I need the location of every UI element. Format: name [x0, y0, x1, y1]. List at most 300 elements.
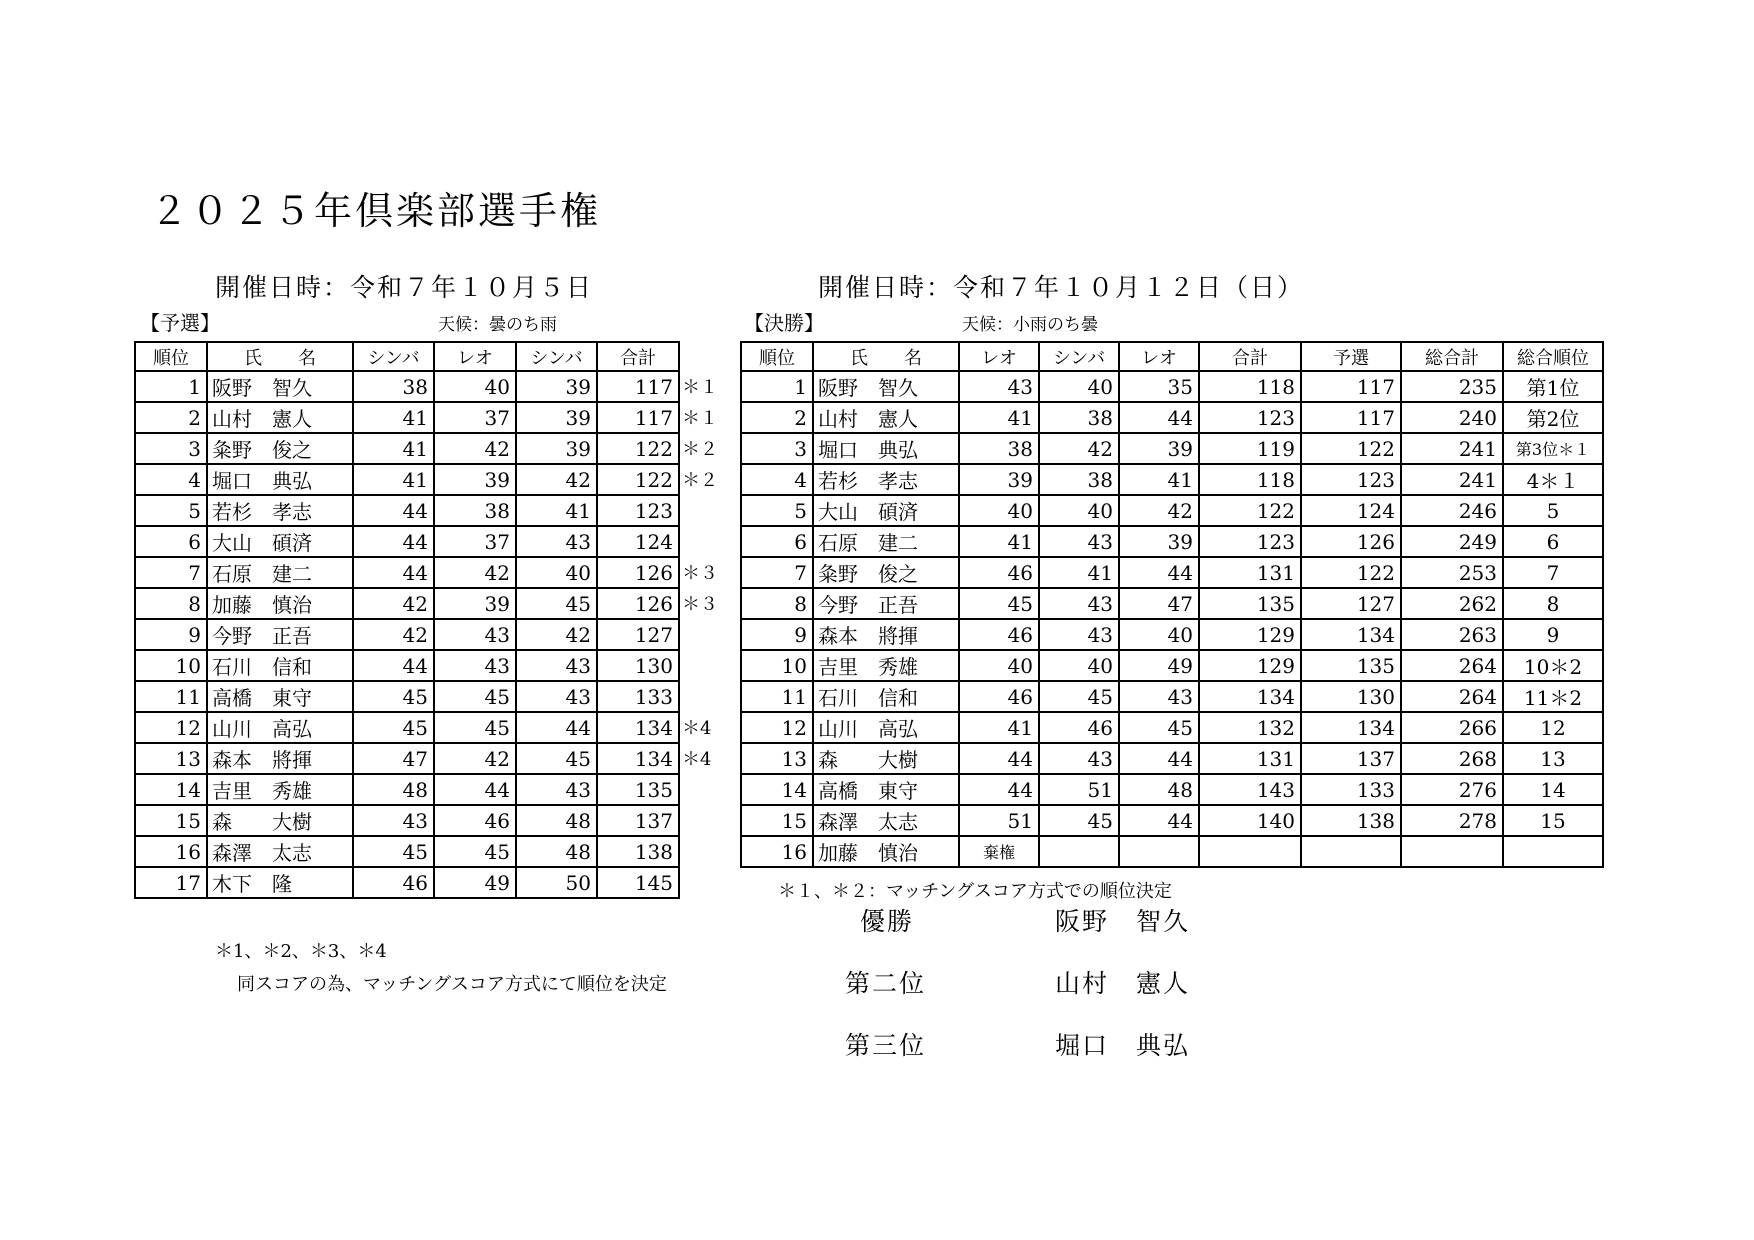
score-cell: 124 [597, 526, 679, 557]
table-row [741, 464, 1603, 495]
tie-mark: ＊１ [682, 377, 718, 398]
score-cell: 46 [353, 867, 434, 898]
score-cell: 7 [741, 557, 813, 588]
score-cell: 39 [959, 464, 1039, 495]
player-name: 粂野 俊之 [813, 557, 959, 588]
abstain-row [741, 836, 1603, 867]
table-row [135, 867, 679, 898]
header-cell: レオ [434, 342, 516, 371]
table-row [741, 526, 1603, 557]
score-cell: 38 [1039, 402, 1119, 433]
score-cell: 278 [1401, 805, 1503, 836]
player-name: 森 大樹 [207, 805, 353, 836]
score-cell: 40 [434, 371, 516, 402]
score-cell: 47 [1119, 588, 1199, 619]
player-name: 阪野 智久 [207, 371, 353, 402]
score-cell: 45 [434, 836, 516, 867]
score-cell: 39 [434, 588, 516, 619]
score-cell: 13 [135, 743, 207, 774]
score-cell: 41 [959, 526, 1039, 557]
score-cell: 249 [1401, 526, 1503, 557]
page-title: ２０２５年倶楽部選手権 [150, 189, 602, 233]
score-cell: 41 [959, 402, 1039, 433]
score-cell: 3 [741, 433, 813, 464]
score-cell: 122 [1301, 557, 1401, 588]
score-cell: 14 [741, 774, 813, 805]
score-cell: 44 [959, 774, 1039, 805]
overall-rank: 15 [1503, 805, 1603, 836]
score-cell: 3 [135, 433, 207, 464]
header-cell: 氏 名 [813, 342, 959, 371]
score-cell: 1 [135, 371, 207, 402]
score-cell: 38 [959, 433, 1039, 464]
table-row [741, 433, 1603, 464]
score-cell: 241 [1401, 433, 1503, 464]
score-cell: 11 [135, 681, 207, 712]
score-cell: 44 [353, 557, 434, 588]
score-cell: 41 [353, 402, 434, 433]
player-name: 石川 信和 [207, 650, 353, 681]
award-winner: 阪野 智久 [1055, 907, 1191, 936]
final-label: 【決勝】 [744, 311, 824, 335]
player-name: 石川 信和 [813, 681, 959, 712]
table-row [135, 557, 679, 588]
score-cell: 122 [597, 464, 679, 495]
score-cell: 118 [1199, 371, 1301, 402]
score-cell: 47 [353, 743, 434, 774]
player-name: 大山 碩済 [813, 495, 959, 526]
score-cell: 6 [135, 526, 207, 557]
score-cell: 48 [353, 774, 434, 805]
score-cell: 130 [597, 650, 679, 681]
table-row [741, 650, 1603, 681]
score-cell: 51 [1039, 774, 1119, 805]
score-cell: 35 [1119, 371, 1199, 402]
score-cell: 235 [1401, 371, 1503, 402]
score-cell: 49 [434, 867, 516, 898]
score-cell: 50 [516, 867, 597, 898]
table-row [135, 805, 679, 836]
header-cell: シンバ [1039, 342, 1119, 371]
score-cell: 40 [959, 495, 1039, 526]
score-cell: 43 [434, 650, 516, 681]
score-cell: 38 [353, 371, 434, 402]
score-cell: 42 [1039, 433, 1119, 464]
prelim-table [134, 341, 680, 899]
score-cell: 129 [1199, 650, 1301, 681]
score-cell: 134 [597, 743, 679, 774]
score-cell: 45 [516, 743, 597, 774]
score-cell: 39 [434, 464, 516, 495]
header-cell: 順位 [135, 342, 207, 371]
score-cell: 43 [1039, 588, 1119, 619]
award-place: 第三位 [845, 1031, 927, 1060]
score-cell: 46 [959, 681, 1039, 712]
header-cell: 合計 [597, 342, 679, 371]
player-name: 大山 碩済 [207, 526, 353, 557]
prelim-weather: 天候：曇のち雨 [438, 315, 557, 335]
score-cell: 44 [1119, 743, 1199, 774]
player-name: 高橋 東守 [207, 681, 353, 712]
player-name: 森本 將揮 [207, 743, 353, 774]
player-name: 森澤 太志 [207, 836, 353, 867]
table-row [135, 464, 679, 495]
score-cell: 46 [1039, 712, 1119, 743]
table-row [135, 681, 679, 712]
empty-cell [1503, 836, 1603, 867]
score-cell: 39 [516, 433, 597, 464]
player-name: 堀口 典弘 [813, 433, 959, 464]
score-cell: 42 [434, 433, 516, 464]
score-cell: 15 [741, 805, 813, 836]
player-name: 若杉 孝志 [207, 495, 353, 526]
score-cell: 6 [741, 526, 813, 557]
score-cell: 13 [741, 743, 813, 774]
score-cell: 44 [1119, 402, 1199, 433]
score-cell: 42 [1119, 495, 1199, 526]
score-cell: 16 [135, 836, 207, 867]
score-cell: 241 [1401, 464, 1503, 495]
score-cell: 45 [353, 836, 434, 867]
score-cell: 5 [741, 495, 813, 526]
score-cell: 51 [959, 805, 1039, 836]
tie-mark: ＊4 [682, 749, 712, 770]
score-cell: 43 [1039, 743, 1119, 774]
tie-note-marks: ＊1、＊2、＊3、＊4 [215, 941, 387, 962]
table-row [135, 712, 679, 743]
header-cell: シンバ [516, 342, 597, 371]
score-cell: 123 [1301, 464, 1401, 495]
score-cell: 38 [434, 495, 516, 526]
table-row [135, 526, 679, 557]
score-cell: 4 [135, 464, 207, 495]
header-cell: 合計 [1199, 342, 1301, 371]
score-cell: 262 [1401, 588, 1503, 619]
score-cell: 143 [1199, 774, 1301, 805]
score-cell: 140 [1199, 805, 1301, 836]
score-cell: 43 [959, 371, 1039, 402]
tie-mark [682, 620, 718, 651]
score-cell: 43 [516, 774, 597, 805]
tie-mark: ＊３ [682, 563, 718, 584]
score-cell: 45 [353, 681, 434, 712]
score-cell: 45 [1119, 712, 1199, 743]
score-cell: 44 [1119, 805, 1199, 836]
table-row [741, 402, 1603, 433]
score-cell: 41 [1119, 464, 1199, 495]
table-row [135, 371, 679, 402]
tie-mark: ＊１ [682, 408, 718, 429]
score-cell: 17 [135, 867, 207, 898]
score-cell: 42 [434, 743, 516, 774]
score-cell: 42 [434, 557, 516, 588]
score-cell: 122 [1301, 433, 1401, 464]
overall-rank: 6 [1503, 526, 1603, 557]
prelim-header-row [135, 342, 679, 371]
score-cell: 246 [1401, 495, 1503, 526]
score-cell: 129 [1199, 619, 1301, 650]
overall-rank: 12 [1503, 712, 1603, 743]
score-cell: 42 [353, 588, 434, 619]
overall-rank: 14 [1503, 774, 1603, 805]
tie-note-text: 同スコアの為、マッチングスコア方式にて順位を決定 [237, 974, 667, 995]
score-cell: 41 [353, 433, 434, 464]
score-cell: 2 [135, 402, 207, 433]
table-row [135, 774, 679, 805]
score-cell: 117 [597, 371, 679, 402]
score-cell: 40 [1039, 371, 1119, 402]
score-cell: 264 [1401, 681, 1503, 712]
overall-rank: 9 [1503, 619, 1603, 650]
score-cell: 43 [1039, 619, 1119, 650]
score-cell: 45 [434, 681, 516, 712]
score-cell: 45 [516, 588, 597, 619]
score-cell: 131 [1199, 743, 1301, 774]
table-row [741, 495, 1603, 526]
overall-rank: 第3位＊１ [1503, 433, 1603, 464]
header-cell: 予選 [1301, 342, 1401, 371]
score-cell: 131 [1199, 557, 1301, 588]
score-cell: 264 [1401, 650, 1503, 681]
tie-mark [682, 527, 718, 558]
table-row [741, 743, 1603, 774]
score-cell: 9 [135, 619, 207, 650]
award-winner: 山村 憲人 [1055, 969, 1191, 998]
score-cell: 40 [1119, 619, 1199, 650]
table-row [135, 743, 679, 774]
player-name: 若杉 孝志 [813, 464, 959, 495]
score-cell: 15 [135, 805, 207, 836]
table-row [135, 650, 679, 681]
player-name: 加藤 慎治 [813, 836, 959, 867]
score-cell: 132 [1199, 712, 1301, 743]
award-winner: 堀口 典弘 [1055, 1031, 1191, 1060]
score-cell: 41 [516, 495, 597, 526]
table-row [741, 805, 1603, 836]
score-cell: 117 [1301, 402, 1401, 433]
score-cell: 240 [1401, 402, 1503, 433]
score-cell: 43 [516, 681, 597, 712]
table-row [741, 619, 1603, 650]
score-cell: 138 [597, 836, 679, 867]
score-cell: 130 [1301, 681, 1401, 712]
score-cell: 276 [1401, 774, 1503, 805]
score-cell: 44 [353, 495, 434, 526]
score-cell: 44 [434, 774, 516, 805]
player-name: 粂野 俊之 [207, 433, 353, 464]
overall-rank: 8 [1503, 588, 1603, 619]
overall-rank: 11＊2 [1503, 681, 1603, 712]
table-row [135, 588, 679, 619]
score-cell: 46 [959, 557, 1039, 588]
score-cell: 48 [516, 836, 597, 867]
empty-cell [1039, 836, 1119, 867]
score-cell: 44 [353, 526, 434, 557]
award-place: 第二位 [845, 969, 927, 998]
score-cell: 2 [741, 402, 813, 433]
player-name: 高橋 東守 [813, 774, 959, 805]
score-cell: 39 [1119, 433, 1199, 464]
score-cell: 11 [741, 681, 813, 712]
score-cell: 133 [597, 681, 679, 712]
score-cell: 16 [741, 836, 813, 867]
score-cell: 119 [1199, 433, 1301, 464]
score-cell: 40 [1039, 650, 1119, 681]
score-cell: 43 [434, 619, 516, 650]
score-cell: 40 [959, 650, 1039, 681]
table-row [135, 619, 679, 650]
score-cell: 9 [741, 619, 813, 650]
score-cell: 122 [1199, 495, 1301, 526]
header-cell: 順位 [741, 342, 813, 371]
player-name: 加藤 慎治 [207, 588, 353, 619]
score-cell: 41 [959, 712, 1039, 743]
score-cell: 123 [597, 495, 679, 526]
score-cell: 44 [1119, 557, 1199, 588]
score-cell: 135 [597, 774, 679, 805]
player-name: 山村 憲人 [207, 402, 353, 433]
score-cell: 118 [1199, 464, 1301, 495]
abstain-label: 棄権 [959, 836, 1039, 867]
score-cell: 42 [516, 619, 597, 650]
score-cell: 38 [1039, 464, 1119, 495]
score-cell: 123 [1199, 402, 1301, 433]
score-cell: 135 [1301, 650, 1401, 681]
overall-rank: 7 [1503, 557, 1603, 588]
score-cell: 126 [597, 557, 679, 588]
score-cell: 39 [1119, 526, 1199, 557]
score-cell: 253 [1401, 557, 1503, 588]
score-cell: 41 [353, 464, 434, 495]
score-cell: 117 [597, 402, 679, 433]
score-cell: 12 [135, 712, 207, 743]
tie-mark: ＊２ [682, 470, 718, 491]
score-cell: 8 [135, 588, 207, 619]
empty-cell [1199, 836, 1301, 867]
table-row [741, 681, 1603, 712]
player-name: 吉里 秀雄 [813, 650, 959, 681]
score-cell: 46 [959, 619, 1039, 650]
final-table [740, 341, 1604, 868]
score-cell: 122 [597, 433, 679, 464]
tie-mark [682, 837, 718, 868]
table-row [741, 712, 1603, 743]
score-cell: 43 [516, 650, 597, 681]
score-cell: 126 [1301, 526, 1401, 557]
final-weather: 天候：小雨のち曇 [962, 315, 1098, 335]
score-cell: 266 [1401, 712, 1503, 743]
score-cell: 135 [1199, 588, 1301, 619]
score-cell: 133 [1301, 774, 1401, 805]
score-cell: 45 [353, 712, 434, 743]
score-cell: 14 [135, 774, 207, 805]
player-name: 山村 憲人 [813, 402, 959, 433]
tie-mark [682, 868, 718, 899]
player-name: 今野 正吾 [207, 619, 353, 650]
score-cell: 127 [597, 619, 679, 650]
score-cell: 44 [959, 743, 1039, 774]
overall-rank: 第1位 [1503, 371, 1603, 402]
final-note: ＊１、＊２：マッチングスコア方式での順位決定 [778, 881, 1172, 902]
score-cell: 45 [1039, 681, 1119, 712]
score-cell: 10 [741, 650, 813, 681]
overall-rank: 5 [1503, 495, 1603, 526]
score-cell: 124 [1301, 495, 1401, 526]
header-cell: 総合順位 [1503, 342, 1603, 371]
score-cell: 268 [1401, 743, 1503, 774]
tie-mark [682, 682, 718, 713]
score-cell: 45 [1039, 805, 1119, 836]
player-name: 石原 建二 [207, 557, 353, 588]
header-cell: 氏 名 [207, 342, 353, 371]
header-cell: レオ [959, 342, 1039, 371]
empty-cell [1119, 836, 1199, 867]
tie-mark [682, 775, 718, 806]
player-name: 石原 建二 [813, 526, 959, 557]
score-cell: 43 [353, 805, 434, 836]
score-cell: 39 [516, 371, 597, 402]
score-cell: 134 [1301, 712, 1401, 743]
final-date: 開催日時：令和７年１０月１２日（日） [818, 273, 1305, 302]
player-name: 阪野 智久 [813, 371, 959, 402]
score-cell: 43 [516, 526, 597, 557]
score-cell: 263 [1401, 619, 1503, 650]
score-cell: 42 [516, 464, 597, 495]
score-cell: 134 [1199, 681, 1301, 712]
score-cell: 40 [1039, 495, 1119, 526]
empty-cell [1401, 836, 1503, 867]
header-cell: レオ [1119, 342, 1199, 371]
score-cell: 48 [1119, 774, 1199, 805]
player-name: 森 大樹 [813, 743, 959, 774]
final-header-row [741, 342, 1603, 371]
score-cell: 48 [516, 805, 597, 836]
score-cell: 45 [959, 588, 1039, 619]
score-cell: 49 [1119, 650, 1199, 681]
overall-rank: 第2位 [1503, 402, 1603, 433]
player-name: 山川 高弘 [813, 712, 959, 743]
overall-rank: 13 [1503, 743, 1603, 774]
score-cell: 134 [1301, 619, 1401, 650]
prelim-date: 開催日時：令和７年１０月５日 [215, 273, 594, 302]
tie-mark: ＊4 [682, 718, 712, 739]
table-row [135, 433, 679, 464]
player-name: 山川 高弘 [207, 712, 353, 743]
score-cell: 44 [353, 650, 434, 681]
score-cell: 117 [1301, 371, 1401, 402]
tie-mark [682, 806, 718, 837]
header-cell: シンバ [353, 342, 434, 371]
score-cell: 137 [597, 805, 679, 836]
score-cell: 42 [353, 619, 434, 650]
table-row [741, 774, 1603, 805]
tie-mark: ＊２ [682, 439, 718, 460]
table-row [135, 495, 679, 526]
score-cell: 8 [741, 588, 813, 619]
score-cell: 43 [1039, 526, 1119, 557]
player-name: 森本 將揮 [813, 619, 959, 650]
empty-cell [1301, 836, 1401, 867]
overall-rank: 10＊2 [1503, 650, 1603, 681]
score-cell: 138 [1301, 805, 1401, 836]
score-cell: 7 [135, 557, 207, 588]
score-cell: 137 [1301, 743, 1401, 774]
score-cell: 4 [741, 464, 813, 495]
score-cell: 43 [1119, 681, 1199, 712]
prelim-tie-marks [682, 372, 718, 899]
score-cell: 134 [597, 712, 679, 743]
score-cell: 1 [741, 371, 813, 402]
